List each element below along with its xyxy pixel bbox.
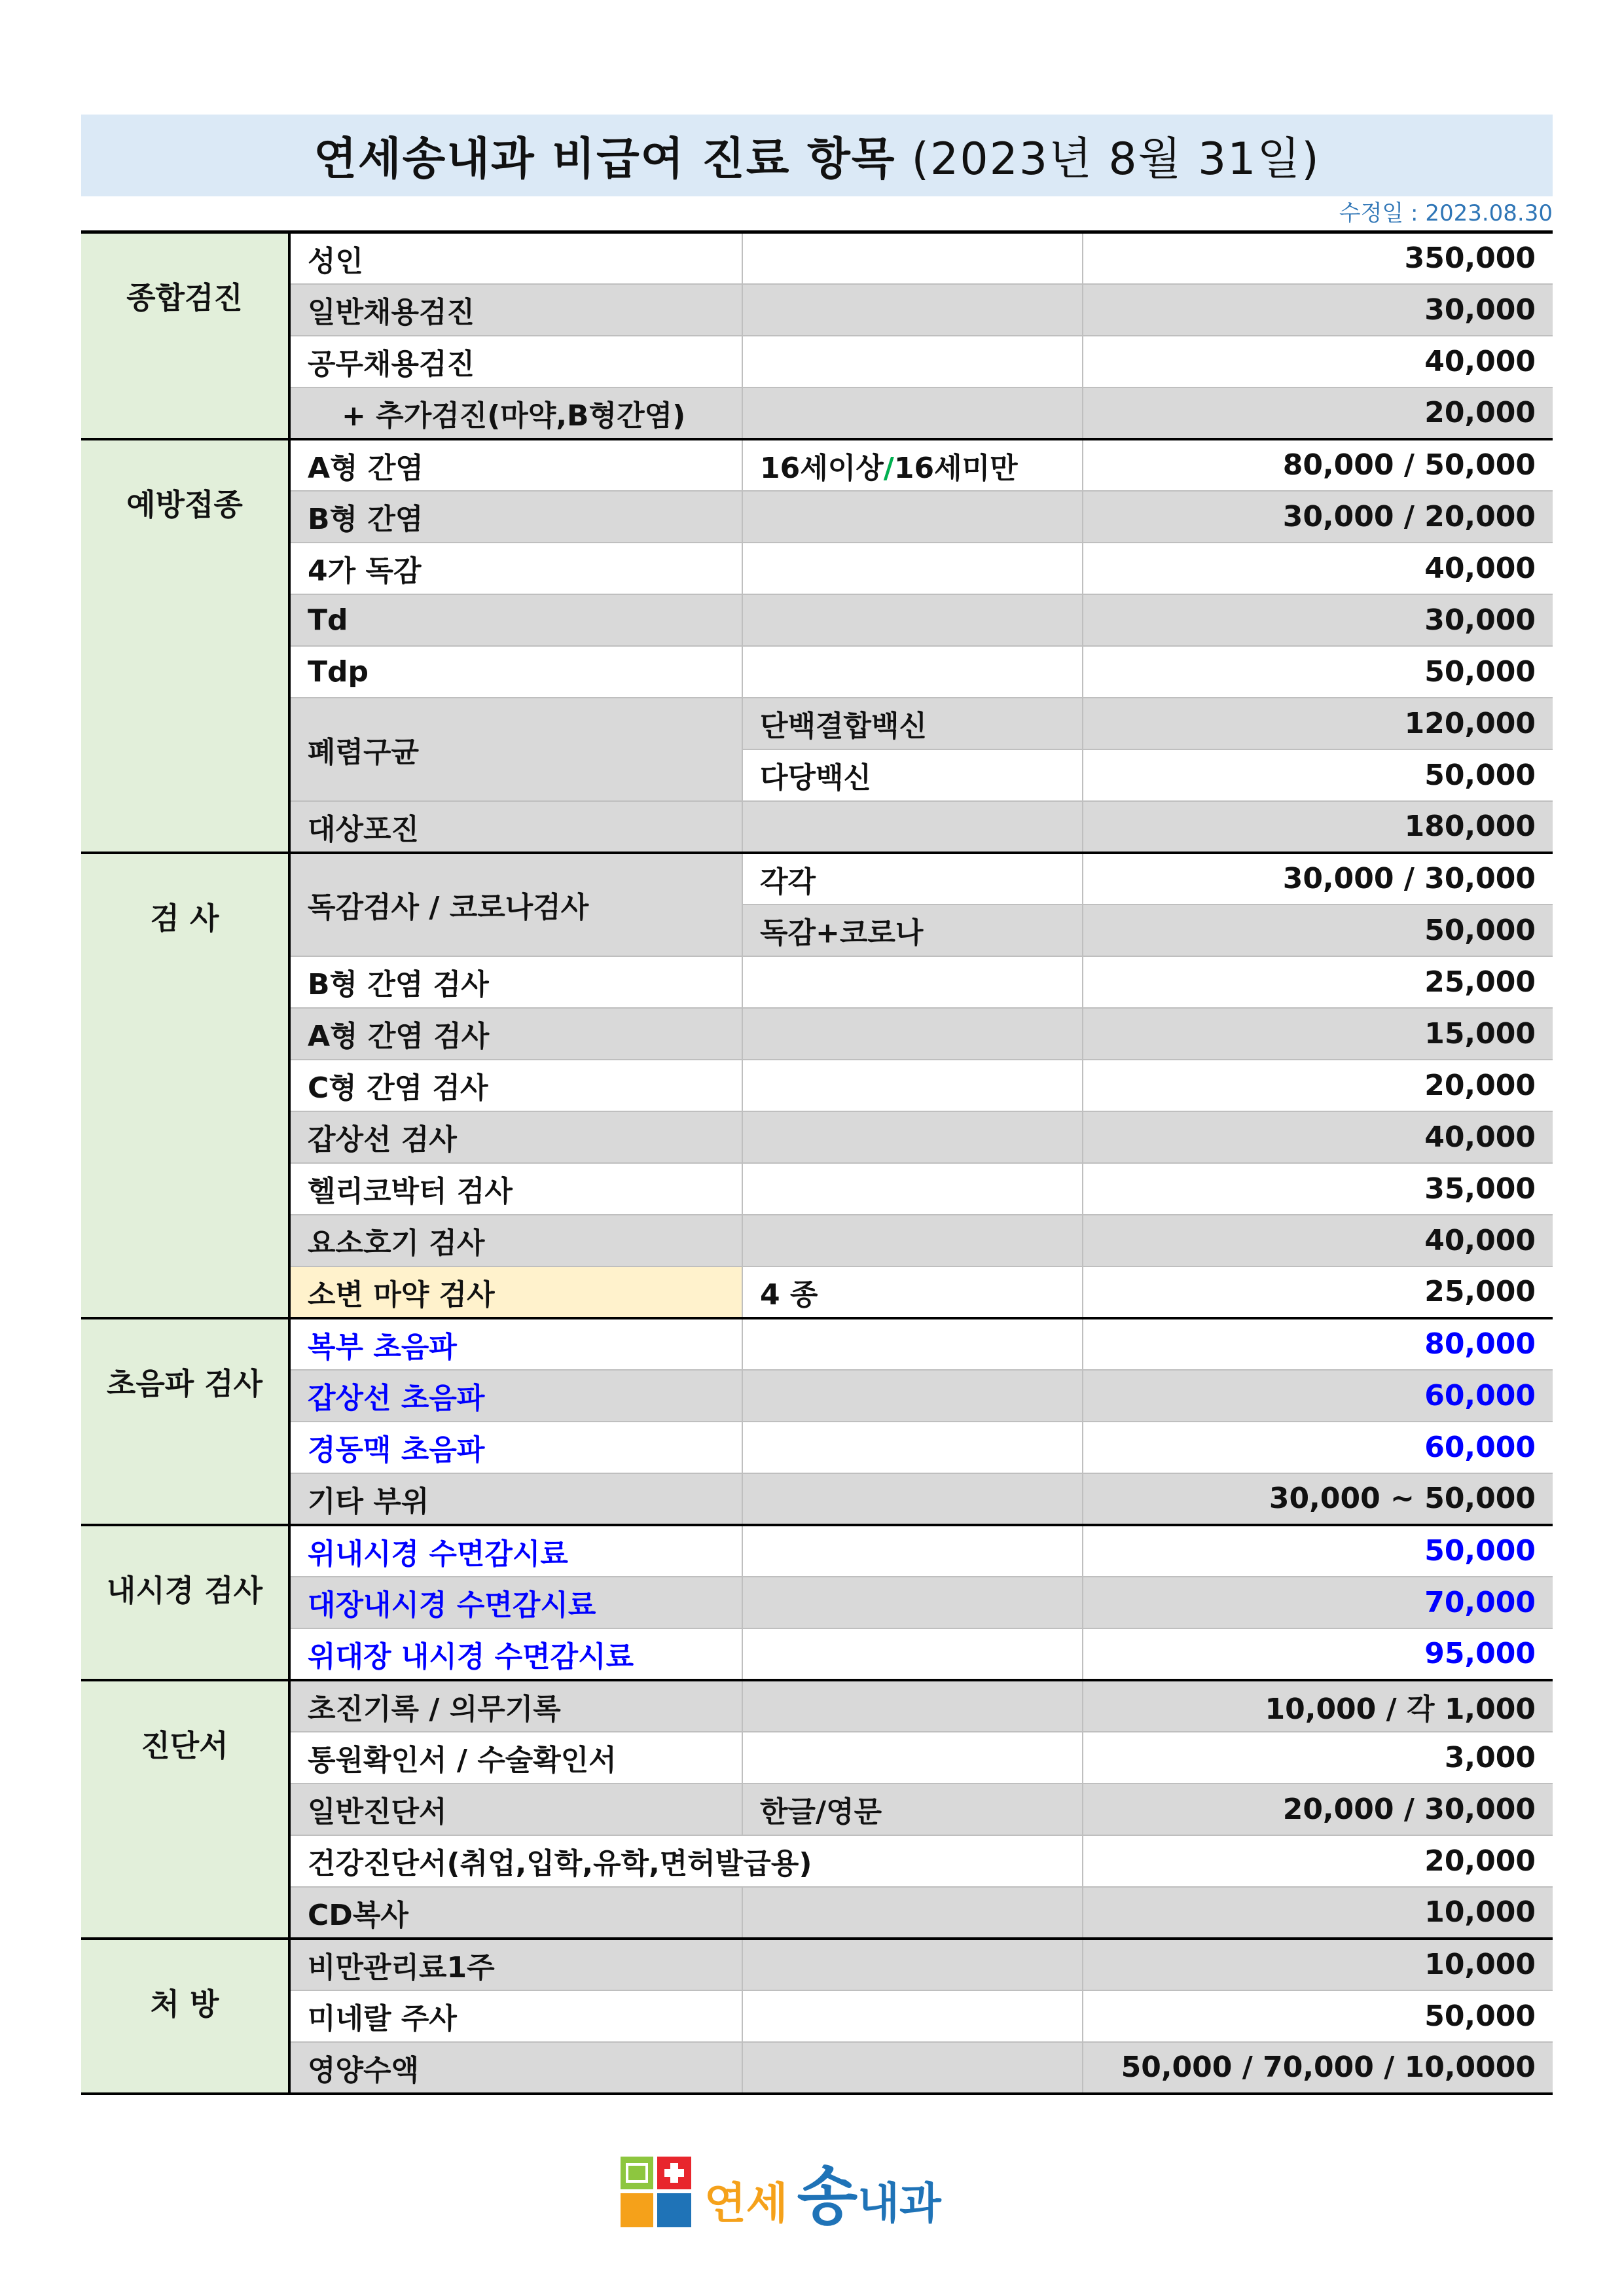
note-cell — [742, 1732, 1083, 1784]
page-title: 연세송내과 비급여 진료 항목 — [314, 134, 896, 185]
table-row — [81, 1473, 1553, 1525]
price-cell: 95,000 — [1083, 1628, 1553, 1680]
note-cell — [742, 1370, 1083, 1422]
table-row — [81, 232, 1553, 284]
table-row — [81, 801, 1553, 853]
category-cell: 내시경 검사 — [81, 1525, 289, 1680]
price-cell: 60,000 — [1083, 1422, 1553, 1473]
table-row — [81, 1577, 1553, 1628]
table-row — [81, 1318, 1553, 1370]
note-cell — [742, 2042, 1083, 2094]
item-cell: 소변 마약 검사 — [289, 1266, 742, 1318]
note-cell — [742, 1680, 1083, 1732]
table-row — [81, 1370, 1553, 1422]
category-cell: 예방접종 — [81, 439, 289, 853]
item-cell: Tdp — [289, 646, 742, 698]
note-cell — [742, 594, 1083, 646]
logo-text — [704, 2147, 941, 2236]
table-row — [81, 1628, 1553, 1680]
note-cell — [742, 1060, 1083, 1111]
item-cell: 기타 부위 — [289, 1473, 742, 1525]
table-row — [81, 1784, 1553, 1835]
item-cell: 헬리코박터 검사 — [289, 1163, 742, 1215]
note-cell: 한글/영문 — [742, 1784, 1083, 1835]
item-cell: 경동맥 초음파 — [289, 1422, 742, 1473]
table-row — [81, 491, 1553, 543]
price-cell: 20,000 — [1083, 387, 1553, 439]
note-cell: 독감+코로나 — [742, 905, 1083, 956]
price-cell: 25,000 — [1083, 956, 1553, 1008]
item-cell: 폐렴구균 — [289, 698, 742, 801]
note-cell — [742, 1628, 1083, 1680]
category-cell: 검 사 — [81, 853, 289, 1318]
note-cell — [742, 1318, 1083, 1370]
item-cell: 독감검사 / 코로나검사 — [289, 853, 742, 956]
item-cell: 성인 — [289, 232, 742, 284]
table-row — [81, 853, 1553, 905]
item-cell: B형 간염 — [289, 491, 742, 543]
table-row — [81, 387, 1553, 439]
table-row — [81, 1422, 1553, 1473]
price-cell: 40,000 — [1083, 543, 1553, 594]
item-cell: 갑상선 검사 — [289, 1111, 742, 1163]
title-date: (2023년 8월 31일) — [911, 134, 1320, 185]
note-cell — [742, 1473, 1083, 1525]
table-row — [81, 284, 1553, 336]
item-cell: 갑상선 초음파 — [289, 1370, 742, 1422]
item-cell: 건강진단서(취업,입학,유학,면허발급용) — [289, 1835, 1083, 1887]
note-cell: 각각 — [742, 853, 1083, 905]
price-cell: 15,000 — [1083, 1008, 1553, 1060]
item-cell: 대장내시경 수면감시료 — [289, 1577, 742, 1628]
price-cell: 180,000 — [1083, 801, 1553, 853]
item-cell: 위대장 내시경 수면감시료 — [289, 1628, 742, 1680]
title-bar — [81, 115, 1553, 196]
table-row — [81, 1525, 1553, 1577]
item-cell: B형 간염 검사 — [289, 956, 742, 1008]
table-row — [81, 646, 1553, 698]
table-row — [81, 594, 1553, 646]
item-cell: + 추가검진(마약,B형간염) — [289, 387, 742, 439]
table-row — [81, 1060, 1553, 1111]
price-cell: 350,000 — [1083, 232, 1553, 284]
note-cell — [742, 1525, 1083, 1577]
note-cell — [742, 1163, 1083, 1215]
table-row — [81, 2042, 1553, 2094]
item-cell: 일반진단서 — [289, 1784, 742, 1835]
price-cell: 35,000 — [1083, 1163, 1553, 1215]
table-row — [81, 1008, 1553, 1060]
item-cell: 요소호기 검사 — [289, 1215, 742, 1266]
price-cell: 20,000 / 30,000 — [1083, 1784, 1553, 1835]
price-cell: 30,000 / 20,000 — [1083, 491, 1553, 543]
item-cell: 복부 초음파 — [289, 1318, 742, 1370]
item-cell: 미네랄 주사 — [289, 1990, 742, 2042]
clinic-logo — [621, 2147, 941, 2236]
price-cell: 50,000 / 70,000 / 10,0000 — [1083, 2042, 1553, 2094]
price-cell: 50,000 — [1083, 1990, 1553, 2042]
note-part: 16세미만 — [893, 451, 1018, 485]
price-cell: 70,000 — [1083, 1577, 1553, 1628]
note-cell — [742, 387, 1083, 439]
item-cell: 통원확인서 / 수술확인서 — [289, 1732, 742, 1784]
table-row — [81, 1939, 1553, 1990]
logo-text-song: 송 — [797, 2160, 858, 2233]
price-cell: 50,000 — [1083, 646, 1553, 698]
table-row — [81, 1111, 1553, 1163]
item-cell: 초진기록 / 의무기록 — [289, 1680, 742, 1732]
note-cell — [742, 1111, 1083, 1163]
price-cell: 80,000 / 50,000 — [1083, 439, 1553, 491]
table-row — [81, 956, 1553, 1008]
price-cell: 30,000 ~ 50,000 — [1083, 1473, 1553, 1525]
price-cell: 50,000 — [1083, 1525, 1553, 1577]
note-cell — [742, 284, 1083, 336]
note-cell — [742, 491, 1083, 543]
item-cell: 위내시경 수면감시료 — [289, 1525, 742, 1577]
price-cell: 40,000 — [1083, 1111, 1553, 1163]
note-cell — [742, 1215, 1083, 1266]
item-cell: C형 간염 검사 — [289, 1060, 742, 1111]
price-cell: 20,000 — [1083, 1835, 1553, 1887]
table-row — [81, 698, 1553, 749]
note-cell — [742, 1008, 1083, 1060]
revised-date: 수정일 : 2023.08.30 — [1339, 200, 1553, 226]
price-cell: 10,000 — [1083, 1887, 1553, 1939]
note-separator: / — [883, 451, 894, 485]
item-cell: 영양수액 — [289, 2042, 742, 2094]
table-row — [81, 1990, 1553, 2042]
table-row — [81, 543, 1553, 594]
price-cell: 40,000 — [1083, 1215, 1553, 1266]
note-cell — [742, 646, 1083, 698]
price-cell: 25,000 — [1083, 1266, 1553, 1318]
price-cell: 30,000 — [1083, 284, 1553, 336]
price-cell: 30,000 — [1083, 594, 1553, 646]
category-cell: 종합검진 — [81, 232, 289, 439]
price-cell: 30,000 / 30,000 — [1083, 853, 1553, 905]
table-row — [81, 1732, 1553, 1784]
item-cell: 공무채용검진 — [289, 336, 742, 387]
table-row — [81, 336, 1553, 387]
price-cell: 50,000 — [1083, 749, 1553, 801]
item-cell: Td — [289, 594, 742, 646]
note-cell — [742, 1939, 1083, 1990]
logo-mark-icon — [621, 2157, 691, 2227]
category-cell: 진단서 — [81, 1680, 289, 1939]
item-cell: A형 간염 검사 — [289, 1008, 742, 1060]
category-cell: 초음파 검사 — [81, 1318, 289, 1525]
table-row — [81, 1266, 1553, 1318]
note-cell: 다당백신 — [742, 749, 1083, 801]
note-cell — [742, 956, 1083, 1008]
logo-text-naegwa: 내과 — [857, 2178, 941, 2229]
note-cell — [742, 1887, 1083, 1939]
item-cell: A형 간염 — [289, 439, 742, 491]
table-row — [81, 1887, 1553, 1939]
item-cell: 일반채용검진 — [289, 284, 742, 336]
price-cell: 80,000 — [1083, 1318, 1553, 1370]
category-cell: 처 방 — [81, 1939, 289, 2094]
note-cell — [742, 1990, 1083, 2042]
price-cell: 3,000 — [1083, 1732, 1553, 1784]
note-cell — [742, 801, 1083, 853]
item-cell: 대상포진 — [289, 801, 742, 853]
note-cell — [742, 543, 1083, 594]
price-cell: 10,000 / 각 1,000 — [1083, 1680, 1553, 1732]
price-cell: 10,000 — [1083, 1939, 1553, 1990]
price-table — [81, 230, 1553, 2095]
table-row — [81, 439, 1553, 491]
item-cell: 비만관리료1주 — [289, 1939, 742, 1990]
item-cell: 4가 독감 — [289, 543, 742, 594]
table-row — [81, 1163, 1553, 1215]
logo-text-yonsei: 연세 — [704, 2178, 788, 2229]
price-cell: 120,000 — [1083, 698, 1553, 749]
note-cell — [742, 1577, 1083, 1628]
note-cell — [742, 1422, 1083, 1473]
note-cell: 단백결합백신 — [742, 698, 1083, 749]
table-row — [81, 1835, 1553, 1887]
note-cell — [742, 336, 1083, 387]
note-part: 16세이상 — [760, 451, 884, 485]
price-cell: 60,000 — [1083, 1370, 1553, 1422]
price-cell: 50,000 — [1083, 905, 1553, 956]
note-cell: 4 종 — [742, 1266, 1083, 1318]
price-cell: 20,000 — [1083, 1060, 1553, 1111]
table-row — [81, 1680, 1553, 1732]
note-cell — [742, 439, 1083, 491]
table-row — [81, 1215, 1553, 1266]
price-cell: 40,000 — [1083, 336, 1553, 387]
note-cell — [742, 232, 1083, 284]
item-cell: CD복사 — [289, 1887, 742, 1939]
